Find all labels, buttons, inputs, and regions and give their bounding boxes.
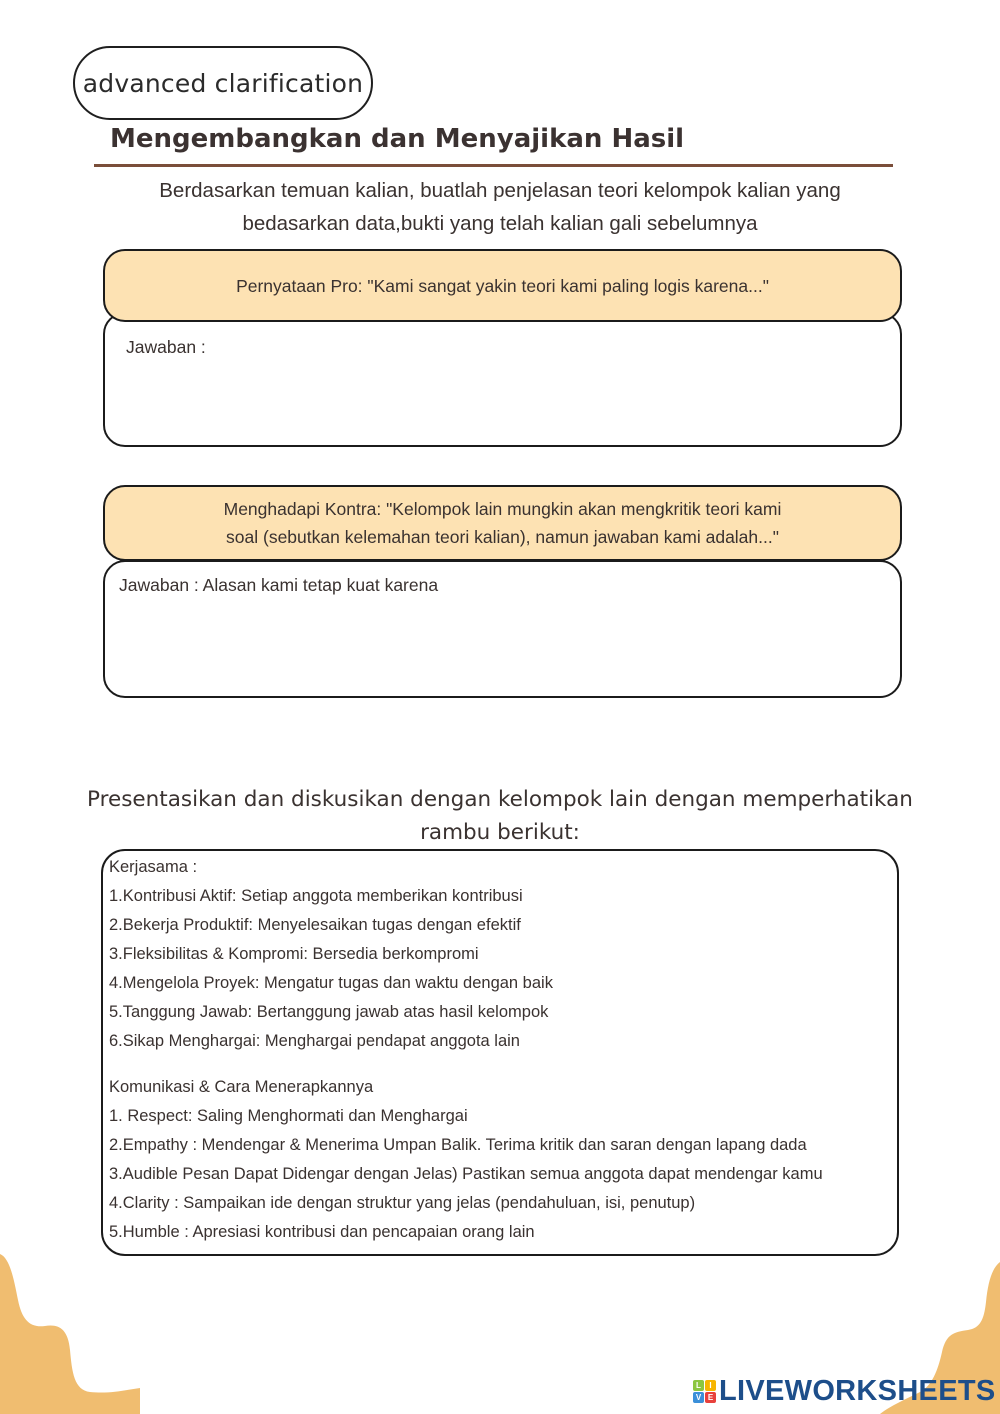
decorative-blob-left xyxy=(0,1250,140,1414)
kerjasama-item: 6.Sikap Menghargai: Menghargai pendapat anggota lain xyxy=(109,1032,520,1050)
presentation-heading xyxy=(70,783,930,849)
komunikasi-item: 4.Clarity : Sampaikan ide dengan struktur yang jelas (pendahuluan, isi, penutup) xyxy=(109,1194,696,1212)
logo-letter: I xyxy=(705,1380,716,1391)
page-title: Mengembangkan dan Menyajikan Hasil xyxy=(110,124,685,154)
logo-letter: L xyxy=(693,1380,704,1391)
kerjasama-item: 3.Fleksibilitas & Kompromi: Bersedia berkompromi xyxy=(109,945,479,963)
kerjasama-title: Kerjasama : xyxy=(109,858,198,876)
guidelines-list xyxy=(109,853,909,1247)
instructions xyxy=(95,174,905,240)
kerjasama-item: 5.Tanggung Jawab: Bertanggung jawab atas hasil kelompok xyxy=(109,1003,549,1021)
instructions-line-1: Berdasarkan temuan kalian, buatlah penjelasan teori kelompok kalian yang xyxy=(159,179,841,202)
liveworksheets-brand xyxy=(693,1376,996,1406)
logo-letter: V xyxy=(693,1392,704,1403)
pro-statement-prompt xyxy=(103,249,902,322)
live-logo-icon xyxy=(693,1380,716,1403)
kerjasama-item: 2.Bekerja Produktif: Menyelesaikan tugas dengan efektif xyxy=(109,916,521,934)
counter-statement-prompt xyxy=(103,485,902,561)
pro-answer-box[interactable] xyxy=(103,312,902,447)
counter-prompt-line-1: Menghadapi Kontra: "Kelompok lain mungkin akan mengkritik teori kami xyxy=(223,499,782,519)
komunikasi-item: 1. Respect: Saling Menghormati dan Menghargai xyxy=(109,1107,468,1125)
section-tag xyxy=(73,46,373,120)
counter-prompt-line-2: soal (sebutkan kelemahan teori kalian), namun jawaban kami adalah..." xyxy=(226,527,779,547)
kerjasama-item: 4.Mengelola Proyek: Mengatur tugas dan waktu dengan baik xyxy=(109,974,553,992)
pro-answer-label: Jawaban : xyxy=(126,337,206,357)
title-divider xyxy=(94,164,893,167)
section-tag-label: advanced clarification xyxy=(82,68,364,98)
komunikasi-item: 3.Audible Pesan Dapat Didengar dengan Jelas) Pastikan semua anggota dapat mendengar kamu xyxy=(109,1165,823,1183)
kerjasama-item: 1.Kontribusi Aktif: Setiap anggota memberikan kontribusi xyxy=(109,887,523,905)
logo-letter: E xyxy=(705,1392,716,1403)
komunikasi-item: 5.Humble : Apresiasi kontribusi dan pencapaian orang lain xyxy=(109,1223,535,1241)
counter-answer-box[interactable] xyxy=(103,560,902,698)
instructions-line-2: bedasarkan data,bukti yang telah kalian gali sebelumnya xyxy=(242,212,758,235)
presentation-heading-line-1: Presentasikan dan diskusikan dengan kelompok lain dengan memperhatikan xyxy=(87,787,913,812)
komunikasi-item: 2.Empathy : Mendengar & Menerima Umpan Balik. Terima kritik dan saran dengan lapang dada xyxy=(109,1136,807,1154)
pro-prompt-line-1: Pernyataan Pro: "Kami sangat yakin teori kami paling logis karena..." xyxy=(236,275,769,296)
presentation-heading-line-2: rambu berikut: xyxy=(420,820,580,845)
brand-text: LIVEWORKSHEETS xyxy=(719,1374,996,1407)
komunikasi-title: Komunikasi & Cara Menerapkannya xyxy=(109,1078,374,1096)
counter-answer-label: Jawaban : Alasan kami tetap kuat karena xyxy=(119,575,439,595)
